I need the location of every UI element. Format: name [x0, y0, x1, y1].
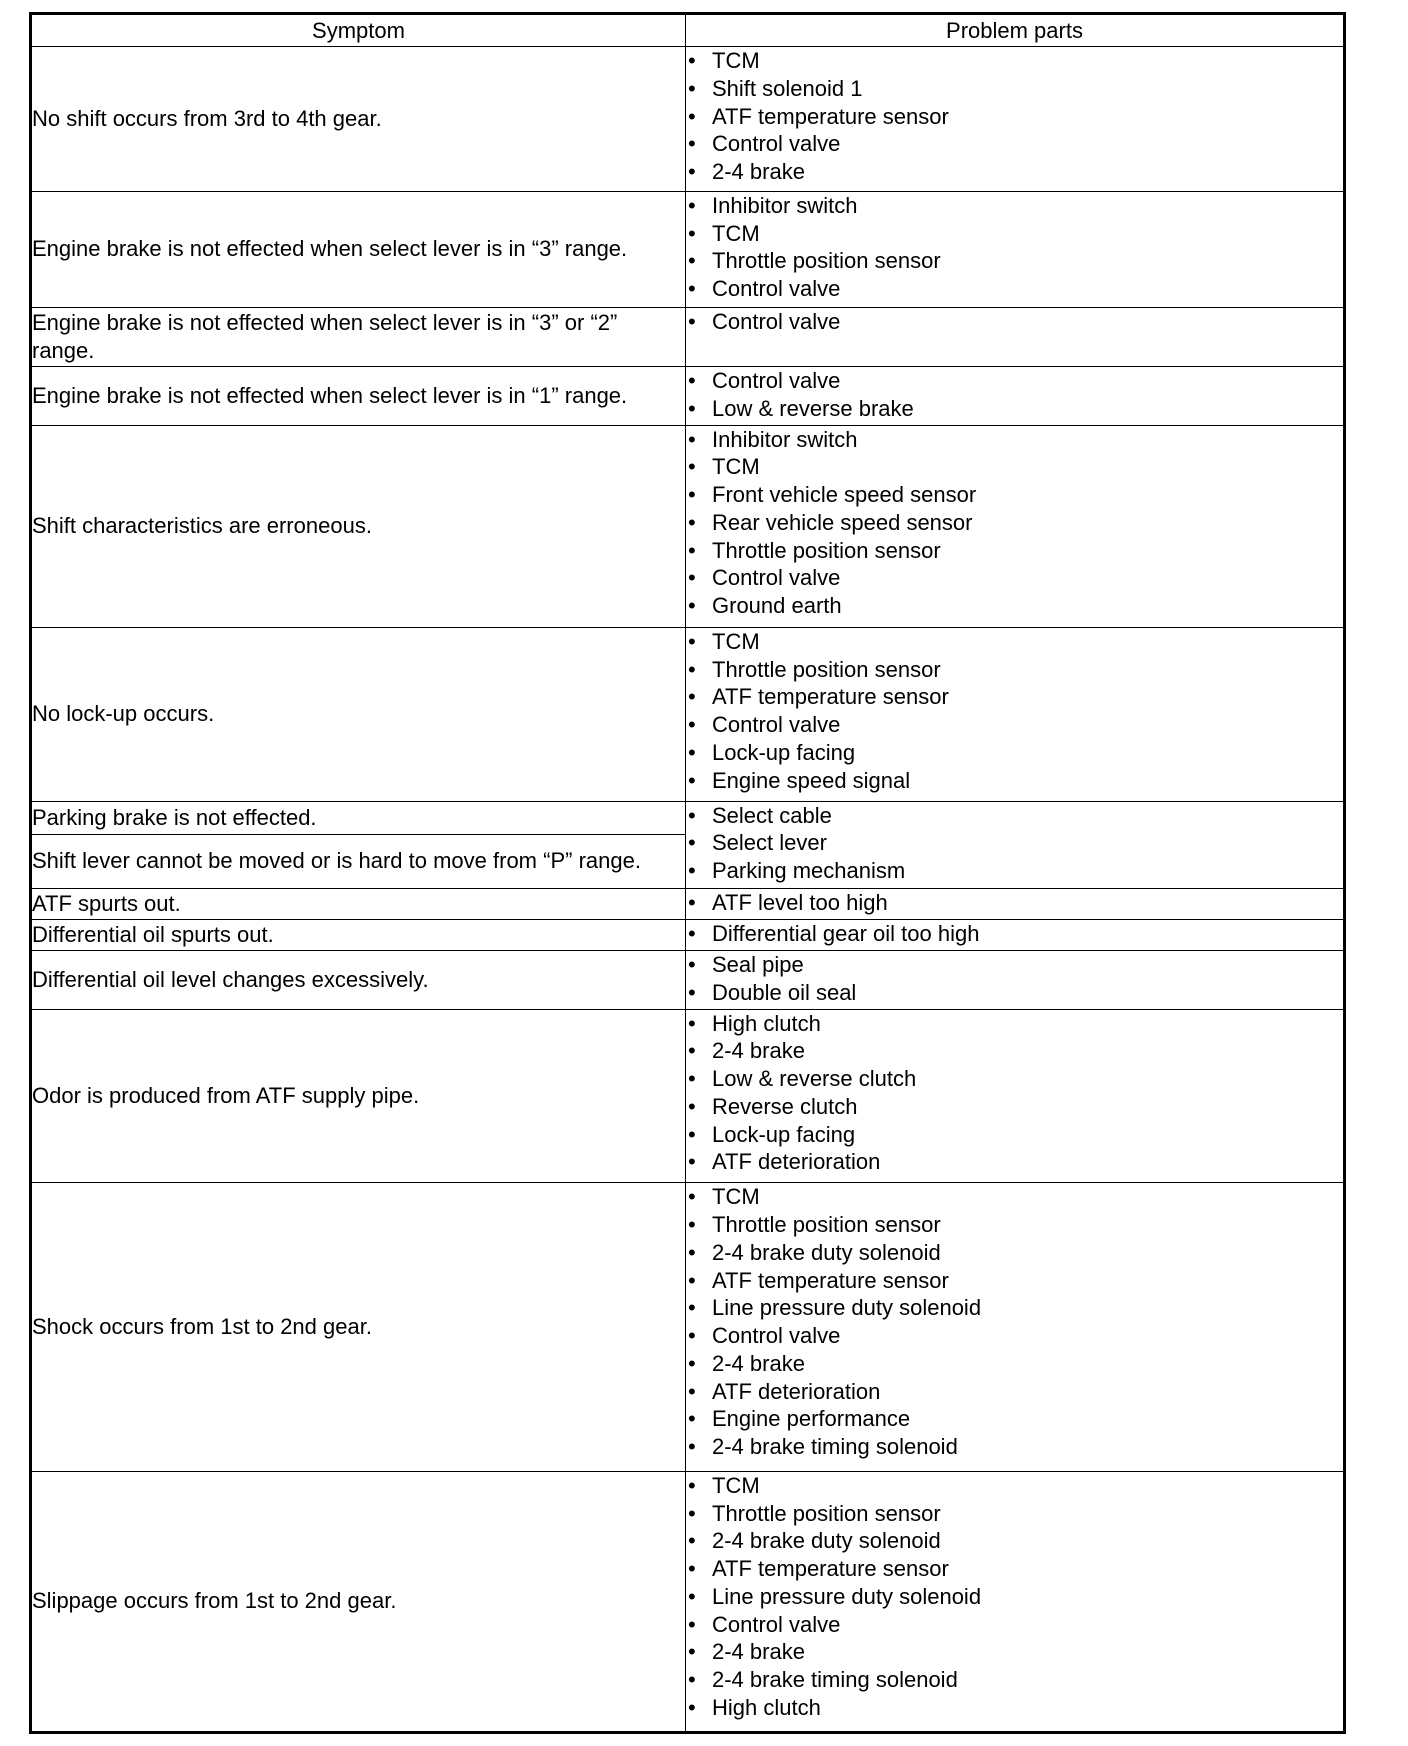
problem-parts-list	[686, 1010, 1343, 1177]
problem-part-item: • 2-4 brake timing solenoid	[686, 1666, 1343, 1694]
problem-part-item: • Throttle position sensor	[686, 656, 1343, 684]
problem-part-item: • High clutch	[686, 1694, 1343, 1722]
problem-part-item: • Select lever	[686, 829, 1343, 857]
problem-part-item: • Low & reverse brake	[686, 395, 1343, 423]
symptom-cell: Parking brake is not effected.	[31, 801, 686, 834]
problem-part-item: • Line pressure duty solenoid	[686, 1294, 1343, 1322]
problem-parts-list	[686, 951, 1343, 1007]
problem-part-item: • ATF temperature sensor	[686, 1555, 1343, 1583]
problem-part-item: • Throttle position sensor	[686, 247, 1343, 275]
problem-part-item: • Differential gear oil too high	[686, 920, 1343, 948]
problem-part-item: • Throttle position sensor	[686, 1211, 1343, 1239]
problem-part-item: • Control valve	[686, 130, 1343, 158]
problem-parts-cell	[686, 951, 1345, 1010]
problem-part-item: • Rear vehicle speed sensor	[686, 509, 1343, 537]
symptom-cell: Engine brake is not effected when select lever is in “1” range.	[31, 367, 686, 426]
symptom-cell: No lock-up occurs.	[31, 627, 686, 801]
problem-part-item: • Line pressure duty solenoid	[686, 1583, 1343, 1611]
problem-parts-list	[686, 802, 1343, 885]
problem-parts-cell	[686, 47, 1345, 192]
problem-parts-cell	[686, 1183, 1345, 1472]
problem-part-item: • TCM	[686, 220, 1343, 248]
table-row	[31, 47, 1345, 192]
problem-part-item: • Engine speed signal	[686, 767, 1343, 795]
problem-part-item: • ATF temperature sensor	[686, 1267, 1343, 1295]
problem-parts-list	[686, 920, 1343, 948]
problem-part-item: • TCM	[686, 453, 1343, 481]
problem-part-item: • 2-4 brake duty solenoid	[686, 1239, 1343, 1267]
symptom-cell: Odor is produced from ATF supply pipe.	[31, 1009, 686, 1183]
problem-parts-list	[686, 1183, 1343, 1461]
problem-parts-cell	[686, 920, 1345, 951]
problem-parts-list	[686, 47, 1343, 186]
problem-part-item: • Control valve	[686, 564, 1343, 592]
problem-parts-cell	[686, 627, 1345, 801]
problem-parts-list	[686, 426, 1343, 620]
problem-part-item: • Inhibitor switch	[686, 426, 1343, 454]
problem-part-item: • 2-4 brake	[686, 158, 1343, 186]
problem-part-item: • ATF temperature sensor	[686, 683, 1343, 711]
symptom-cell: ATF spurts out.	[31, 888, 686, 919]
symptom-cell: Engine brake is not effected when select lever is in “3” range.	[31, 191, 686, 307]
problem-part-item: • 2-4 brake	[686, 1350, 1343, 1378]
table-row	[31, 191, 1345, 307]
problem-parts-list	[686, 367, 1343, 423]
problem-part-item: • Throttle position sensor	[686, 537, 1343, 565]
problem-parts-cell	[686, 801, 1345, 888]
problem-parts-list	[686, 308, 1343, 336]
problem-part-item: • Shift solenoid 1	[686, 75, 1343, 103]
problem-part-item: • Control valve	[686, 1322, 1343, 1350]
symptom-cell: Slippage occurs from 1st to 2nd gear.	[31, 1471, 686, 1732]
problem-part-item: • ATF deterioration	[686, 1378, 1343, 1406]
column-header-symptom: Symptom	[31, 14, 686, 47]
problem-part-item: • ATF deterioration	[686, 1148, 1343, 1176]
table-row	[31, 951, 1345, 1010]
problem-part-item: • TCM	[686, 47, 1343, 75]
column-header-problem-parts: Problem parts	[686, 14, 1345, 47]
table-row	[31, 888, 1345, 919]
problem-part-item: • 2-4 brake timing solenoid	[686, 1433, 1343, 1461]
problem-parts-cell	[686, 1471, 1345, 1732]
problem-part-item: • 2-4 brake duty solenoid	[686, 1527, 1343, 1555]
header-row	[31, 14, 1345, 47]
symptom-cell: Shift characteristics are erroneous.	[31, 425, 686, 627]
problem-part-item: • Reverse clutch	[686, 1093, 1343, 1121]
problem-part-item: • Throttle position sensor	[686, 1500, 1343, 1528]
table-body	[31, 47, 1345, 1733]
problem-parts-list	[686, 1472, 1343, 1722]
symptom-cell: No shift occurs from 3rd to 4th gear.	[31, 47, 686, 192]
problem-parts-cell	[686, 425, 1345, 627]
problem-part-item: • Select cable	[686, 802, 1343, 830]
problem-parts-cell	[686, 367, 1345, 426]
problem-parts-cell	[686, 1009, 1345, 1183]
problem-part-item: • ATF temperature sensor	[686, 103, 1343, 131]
problem-part-item: • TCM	[686, 1472, 1343, 1500]
table-row	[31, 801, 1345, 834]
symptom-cell: Shift lever cannot be moved or is hard to move from “P” range.	[31, 834, 686, 888]
symptom-cell: Shock occurs from 1st to 2nd gear.	[31, 1183, 686, 1472]
problem-parts-list	[686, 889, 1343, 917]
problem-part-item: • Lock-up facing	[686, 1121, 1343, 1149]
problem-part-item: • Double oil seal	[686, 979, 1343, 1007]
problem-part-item: • 2-4 brake	[686, 1037, 1343, 1065]
table-row	[31, 307, 1345, 366]
problem-part-item: • Ground earth	[686, 592, 1343, 620]
symptom-cell: Differential oil level changes excessively.	[31, 951, 686, 1010]
problem-part-item: • Parking mechanism	[686, 857, 1343, 885]
problem-part-item: • Seal pipe	[686, 951, 1343, 979]
problem-part-item: • Engine performance	[686, 1405, 1343, 1433]
table-row	[31, 920, 1345, 951]
problem-part-item: • TCM	[686, 1183, 1343, 1211]
problem-parts-cell	[686, 191, 1345, 307]
problem-part-item: • Low & reverse clutch	[686, 1065, 1343, 1093]
problem-parts-cell	[686, 888, 1345, 919]
problem-part-item: • TCM	[686, 628, 1343, 656]
problem-part-item: • Inhibitor switch	[686, 192, 1343, 220]
problem-part-item: • Control valve	[686, 711, 1343, 739]
table-row	[31, 1471, 1345, 1732]
problem-part-item: • ATF level too high	[686, 889, 1343, 917]
problem-part-item: • Control valve	[686, 1611, 1343, 1639]
table-row	[31, 425, 1345, 627]
table-row	[31, 627, 1345, 801]
problem-parts-cell	[686, 307, 1345, 366]
problem-part-item: • Lock-up facing	[686, 739, 1343, 767]
table-row	[31, 1183, 1345, 1472]
problem-part-item: • Control valve	[686, 275, 1343, 303]
diagnosis-table	[29, 12, 1346, 1734]
problem-parts-list	[686, 628, 1343, 795]
symptom-cell: Engine brake is not effected when select lever is in “3” or “2” range.	[31, 307, 686, 366]
problem-part-item: • High clutch	[686, 1010, 1343, 1038]
symptom-cell: Differential oil spurts out.	[31, 920, 686, 951]
problem-part-item: • Front vehicle speed sensor	[686, 481, 1343, 509]
problem-parts-list	[686, 192, 1343, 303]
problem-part-item: • Control valve	[686, 367, 1343, 395]
problem-part-item: • Control valve	[686, 308, 1343, 336]
problem-part-item: • 2-4 brake	[686, 1638, 1343, 1666]
table-row	[31, 367, 1345, 426]
table-row	[31, 1009, 1345, 1183]
